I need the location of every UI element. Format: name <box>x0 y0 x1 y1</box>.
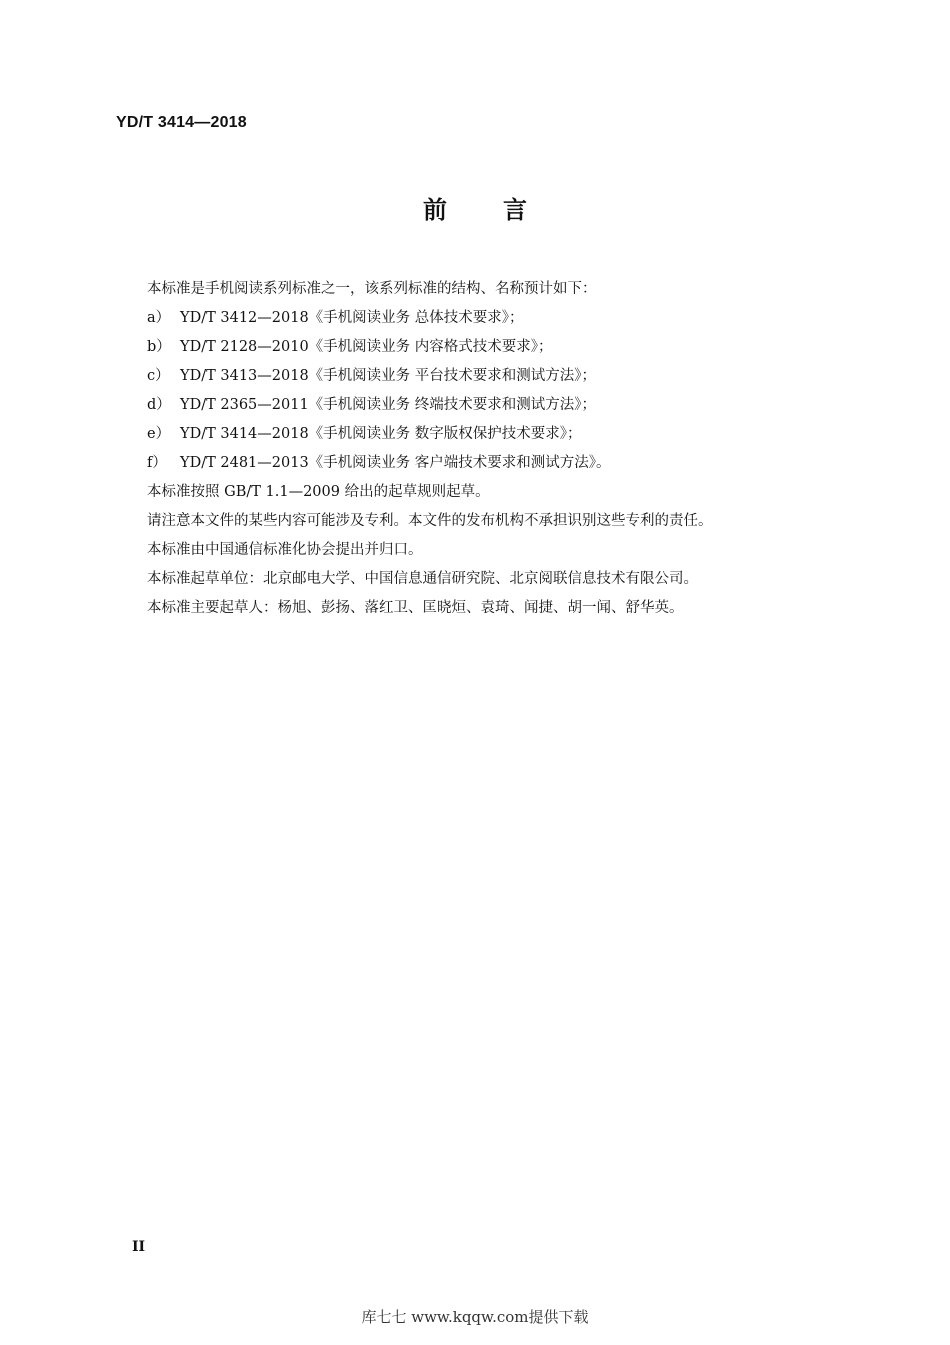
list-item <box>147 333 847 362</box>
download-footer: 库七七 www.kqqw.com提供下载 <box>361 1308 589 1326</box>
foreword-body <box>147 275 847 623</box>
list-item-marker: d） <box>147 397 171 413</box>
list-item-text: YD/T 2128—2010《手机阅读业务 内容格式技术要求》； <box>180 339 553 355</box>
list-item-marker: e） <box>147 426 171 442</box>
document-code: YD/T 3414—2018 <box>116 114 247 131</box>
list-item <box>147 362 847 391</box>
list-item <box>147 304 847 333</box>
list-item <box>147 449 847 478</box>
list-item-marker: f） <box>147 455 167 471</box>
list-item-text: YD/T 2481—2013《手机阅读业务 客户端技术要求和测试方法》。 <box>180 455 611 471</box>
list-item-text: YD/T 2365—2011《手机阅读业务 终端技术要求和测试方法》； <box>180 397 597 413</box>
paragraph-proposer: 本标准由中国通信标准化协会提出并归口。 <box>147 542 423 558</box>
list-item <box>147 391 847 420</box>
paragraph-drafting-units: 本标准起草单位：北京邮电大学、中国信息通信研究院、北京阅联信息技术有限公司。 <box>147 571 698 587</box>
paragraph-drafters: 本标准主要起草人：杨旭、彭扬、落红卫、匡晓烜、袁琦、闻捷、胡一闻、舒华英。 <box>147 600 684 616</box>
paragraph-drafting-rules: 本标准按照 GB/T 1.1—2009 给出的起草规则起草。 <box>147 484 490 500</box>
page-number: II <box>132 1239 146 1255</box>
list-item-marker: b） <box>147 339 171 355</box>
intro-paragraph: 本标准是手机阅读系列标准之一，该系列标准的结构、名称预计如下： <box>147 281 597 297</box>
list-item-marker: c） <box>147 368 170 384</box>
paragraph-patent-notice: 请注意本文件的某些内容可能涉及专利。本文件的发布机构不承担识别这些专利的责任。 <box>147 513 713 529</box>
list-item-text: YD/T 3413—2018《手机阅读业务 平台技术要求和测试方法》； <box>180 368 597 384</box>
list-item-marker: a） <box>147 310 171 326</box>
page-title: 前言 <box>423 196 583 224</box>
list-item-text: YD/T 3412—2018《手机阅读业务 总体技术要求》； <box>180 310 524 326</box>
list-item-text: YD/T 3414—2018《手机阅读业务 数字版权保护技术要求》； <box>180 426 582 442</box>
list-item <box>147 420 847 449</box>
